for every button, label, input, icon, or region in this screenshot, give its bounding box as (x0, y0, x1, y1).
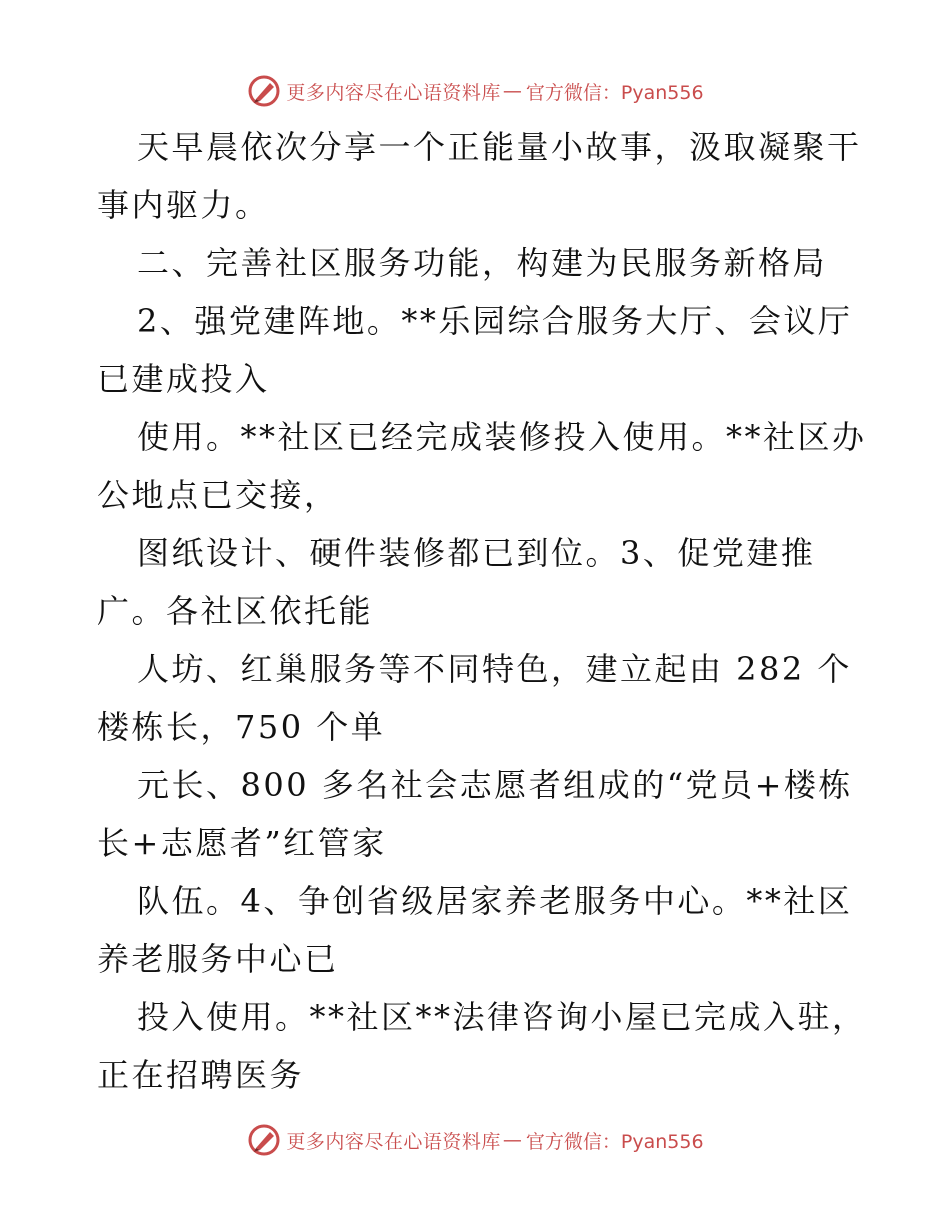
text-line: 已建成投入 (97, 360, 270, 398)
text-line: 元长、800 多名社会志愿者组成的“党员+楼栋 (137, 766, 853, 804)
text-line: 图纸设计、硬件装修都已到位。3、促党建推 (137, 534, 816, 572)
text-line: 人坊、红巢服务等不同特色，建立起由 282 个 (137, 650, 852, 688)
text-line: 队伍。4、争创省级居家养老服务中心。**社区 (137, 882, 853, 920)
text-line: 楼栋长，750 个单 (97, 708, 386, 746)
text-line: 长+志愿者”红管家 (97, 824, 387, 862)
text-line: 使用。**社区已经完成装修投入使用。**社区办 (137, 418, 867, 456)
watermark-text: 更多内容尽在心语资料库 (286, 1130, 501, 1153)
watermark-contact: 官方微信：Pyan556 (525, 81, 704, 104)
header-watermark (0, 71, 950, 111)
text-line: 事内驱力。 (97, 186, 270, 224)
section-heading: 二、完善社区服务功能，构建为民服务新格局 (137, 244, 828, 282)
watermark-separator: — (502, 1129, 522, 1151)
watermark-separator: — (502, 80, 522, 102)
pen-circle-logo-icon (246, 73, 282, 109)
watermark-text: 更多内容尽在心语资料库 (286, 81, 501, 104)
pen-circle-logo-icon (246, 1122, 282, 1158)
text-line: 天早晨依次分享一个正能量小故事，汲取凝聚干 (137, 128, 862, 166)
text-line: 养老服务中心已 (97, 940, 339, 978)
text-line: 2、强党建阵地。**乐园综合服务大厅、会议厅 (137, 302, 853, 340)
footer-watermark (0, 1120, 950, 1160)
text-line: 广。各社区依托能 (97, 592, 374, 630)
text-line: 投入使用。**社区**法律咨询小屋已完成入驻， (137, 998, 867, 1036)
document-body (97, 118, 867, 1104)
text-line: 公地点已交接， (97, 476, 339, 514)
watermark-contact: 官方微信：Pyan556 (525, 1130, 704, 1153)
text-line: 正在招聘医务 (97, 1056, 305, 1094)
